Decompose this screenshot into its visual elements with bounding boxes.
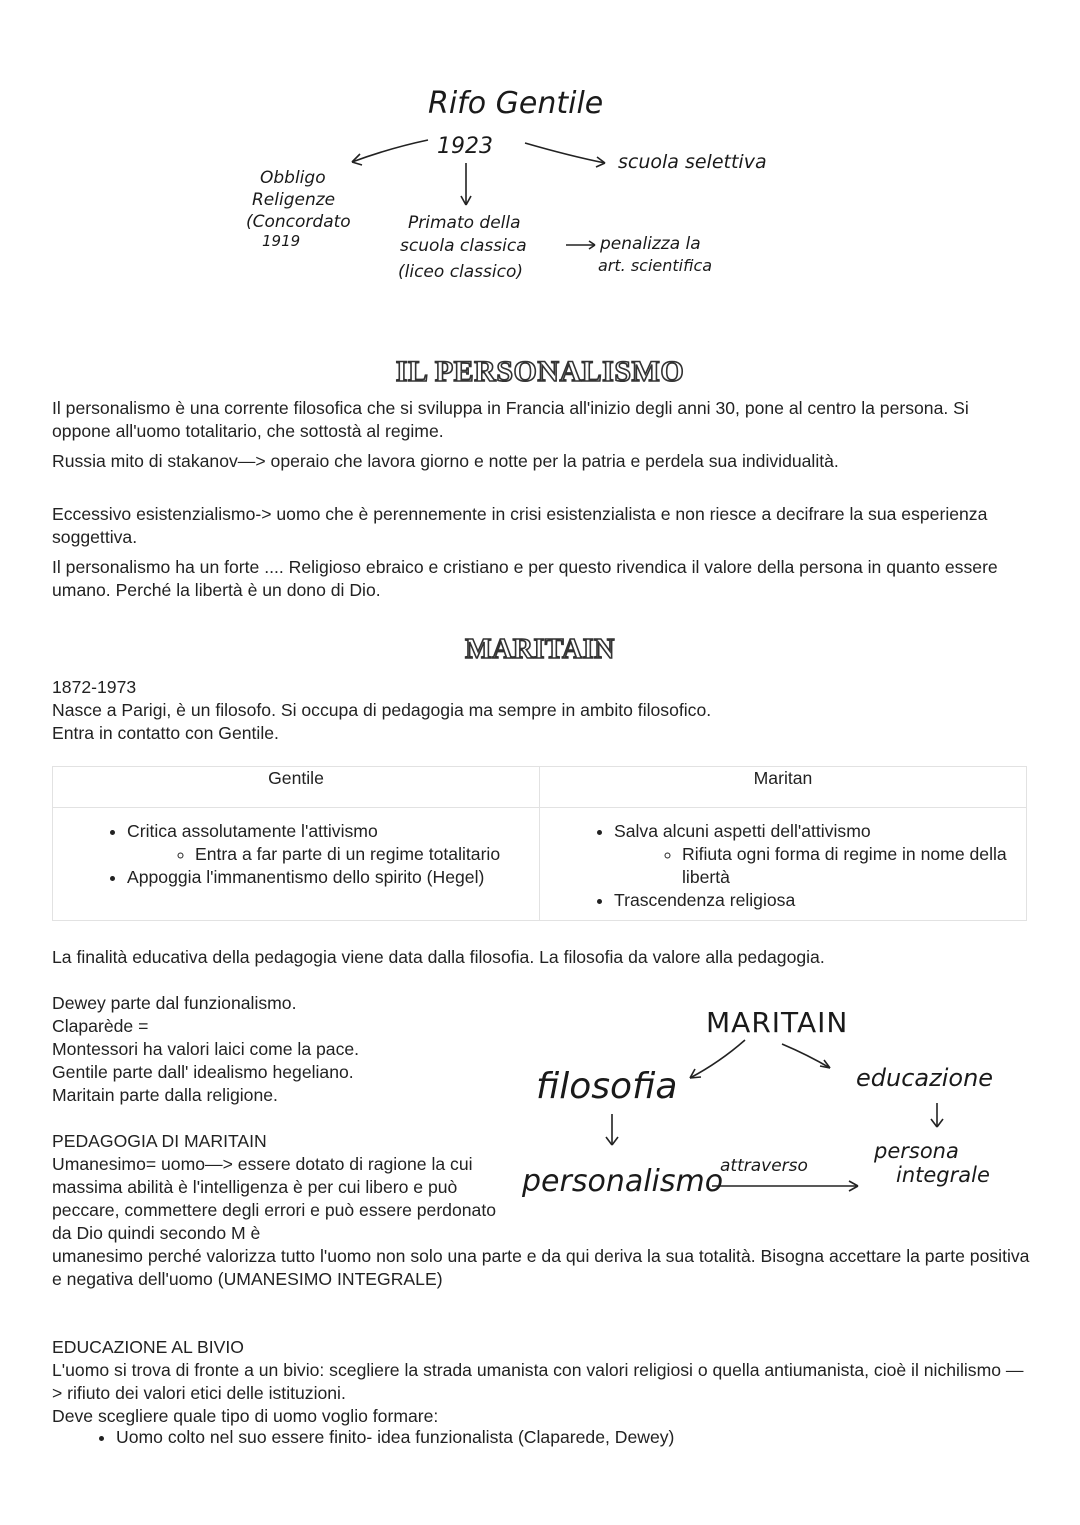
maritain-dates: 1872-1973 <box>52 677 137 697</box>
sketch2-educazione: educazione <box>856 1064 994 1092</box>
arrow-to-scuola-selettiva <box>525 143 605 163</box>
sketch-penalizza-2: art. scientifica <box>598 256 713 275</box>
sketch2-personalismo: personalismo <box>522 1164 724 1199</box>
sketch2-attraverso: attraverso <box>720 1156 808 1176</box>
heading-pedagogia: PEDAGOGIA DI MARITAIN <box>52 1131 267 1151</box>
col-gentile: Gentile <box>53 767 540 808</box>
list-line-2: Claparède = <box>52 1016 149 1036</box>
list-line-5: Maritain parte dalla religione. <box>52 1085 278 1105</box>
after-table-text: La finalità educativa della pedagogia viene data dalla filosofia. La filosofia da valore alla pedagogia. <box>52 947 825 967</box>
personalismo-p3: Eccessivo esistenzialismo-> uomo che è perennemente in crisi esistenzialista e non riesce a decifrare la sua esperienza soggettiva. <box>52 504 988 547</box>
maritain-line3: Entra in contatto con Gentile. <box>52 723 279 743</box>
heading-maritain: MARITAIN <box>465 634 615 665</box>
maritan-subitem: ◦ Rifiuta ogni forma di regime in nome della libertà <box>682 843 1020 889</box>
gentile-item-1: Critica assolutamente l'attivismo <box>127 821 378 841</box>
list-line-3: Montessori ha valori laici come la pace. <box>52 1039 360 1059</box>
sketch-center-2: scuola classica <box>400 236 527 256</box>
sketch-right: scuola selettiva <box>618 151 767 173</box>
pedagogia-text-narrow: Umanesimo= uomo—> essere dotato di ragione la cui massima abilità è l'intelligenza è per cui libero e può peccare, commettere degli errori e può essere perdonato da Dio quindi secondo M è <box>52 1154 496 1243</box>
personalismo-p4: Il personalismo ha un forte .... Religioso ebraico e cristiano e per questo rivendica il valore della persona in quanto essere umano. Perché la libertà è un dono di Dio. <box>52 557 998 600</box>
cell-gentile <box>53 808 540 921</box>
heading-bivio: EDUCAZIONE AL BIVIO <box>52 1337 244 1357</box>
maritan-item-2: • Trascendenza religiosa <box>614 889 1020 912</box>
sketch-year: 1923 <box>437 134 493 159</box>
gentile-item-2: • Appoggia l'immanentismo dello spirito (Hegel) <box>127 866 533 889</box>
sketch2-integrale: integrale <box>896 1163 990 1187</box>
maritan-item-1: Salva alcuni aspetti dell'attivismo <box>614 821 871 841</box>
heading-personalismo: IL PERSONALISMO <box>395 355 685 388</box>
col-maritan: Maritan <box>540 767 1027 808</box>
maritain-line2: Nasce a Parigi, è un filosofo. Si occupa di pedagogia ma sempre in ambito filosofico. <box>52 700 712 720</box>
personalismo-p2: Russia mito di stakanov—> operaio che lavora giorno e notte per la patria e perdela sua individualità. <box>52 451 839 471</box>
gentile-item <box>127 820 533 866</box>
list-line-1: Dewey parte dal funzionalismo. <box>52 993 297 1013</box>
sketch-left-3: (Concordato <box>246 212 351 232</box>
arrow-to-obbligo <box>352 140 428 162</box>
gentile-subitem: ◦ Entra a far parte di un regime totalitario <box>195 843 533 866</box>
bivio-list <box>52 1426 674 1449</box>
pedagogia-text-wide: umanesimo perché valorizza tutto l'uomo non solo una parte e da qui deriva la sua totalità. Bisogna accettare la parte positiva e negativa dell'uomo (UMANESIMO INTEGRALE) <box>52 1246 1030 1289</box>
cell-maritan <box>540 808 1027 921</box>
sketch-left-4: 1919 <box>262 232 301 250</box>
sketch-center-3: (liceo classico) <box>398 262 523 282</box>
sketch-penalizza-1: penalizza la <box>600 234 701 254</box>
sketch2-persona: persona <box>874 1139 959 1163</box>
bivio-item-1: • Uomo colto nel suo essere finito- idea funzionalista (Claparede, Dewey) <box>116 1426 674 1449</box>
list-line-4: Gentile parte dall' idealismo hegeliano. <box>52 1062 354 1082</box>
sketch-center-1: Primato della <box>408 213 521 233</box>
sketch-left-1: Obbligo <box>260 168 326 188</box>
bivio-p1: L'uomo si trova di fronte a un bivio: scegliere la strada umanista con valori religiosi o quella antiumanista, cioè il nichilismo —> rifiuto dei valori etici delle istituzioni. <box>52 1360 1024 1403</box>
sketch2-maritain: MARITAIN <box>706 1006 849 1039</box>
comparison-table <box>52 766 1027 921</box>
bivio-p2: Deve scegliere quale tipo di uomo voglio formare: <box>52 1406 439 1426</box>
maritan-item <box>614 820 1020 889</box>
sketch-left-2: Religenze <box>252 190 336 210</box>
personalismo-p1: Il personalismo è una corrente filosofica che si sviluppa in Francia all'inizio degli anni 30, pone al centro la persona. Si oppone all'uomo totalitario, che sottostà al regime. <box>52 398 969 441</box>
sketch-title: Rifo Gentile <box>428 86 604 121</box>
sketch2-filosofia: filosofia <box>536 1066 678 1107</box>
